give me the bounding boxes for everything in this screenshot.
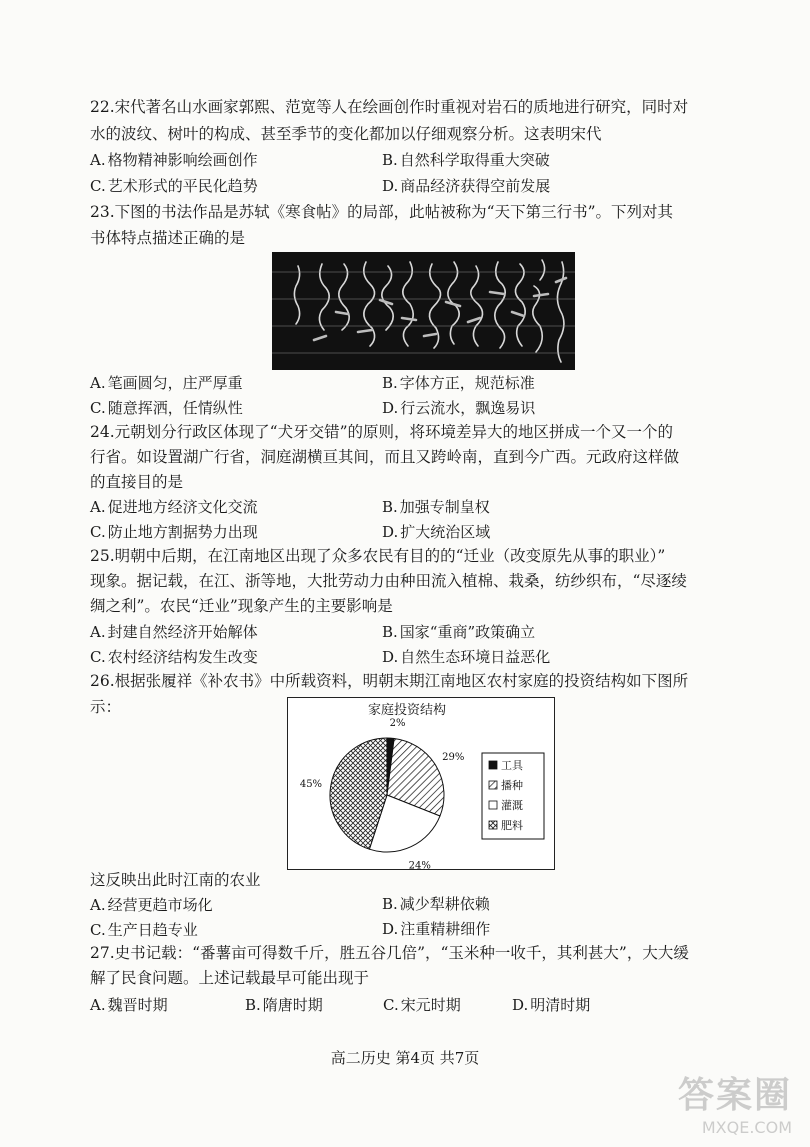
- q22-stem-line-1: 22.宋代著名山水画家郭熙、范宽等人在绘画创作时重视对岩石的质地进行研究，同时对: [90, 98, 689, 116]
- q26-stem-line-1: 26.根据张履祥《补农书》中所载资料，明朝末期江南地区农村家庭的投资结构如下图所: [90, 672, 689, 690]
- q23-stem-line-1: 23.下图的书法作品是苏轼《寒食帖》的局部，此帖被称为“天下第三行书”。下列对其: [90, 203, 674, 221]
- pie-label-1: 29%: [442, 751, 465, 763]
- q23-option-b[interactable]: B. 字体方正，规范标准: [382, 374, 535, 392]
- legend-label-2: 灌溉: [501, 799, 523, 812]
- q24-stem-line-1: 24.元朝划分行政区体现了“犬牙交错”的原则，将环境差异大的地区拼成一个又一个的: [90, 423, 674, 441]
- q25-stem-line-2: 现象。据记载，在江、浙等地，大批劳动力由种田流入植棉、栽桑，纺纱织布，“尽逐绫: [90, 572, 687, 590]
- q25-stem-line-1: 25.明朝中后期，在江南地区出现了众多农民有目的的“迁业（改变原先从事的职业）”: [90, 547, 666, 565]
- q22-option-b[interactable]: B. 自然科学取得重大突破: [382, 151, 550, 169]
- q23-option-c[interactable]: C. 随意挥洒，任情纵性: [90, 399, 243, 417]
- pie-chart: [288, 698, 554, 869]
- legend-label-0: 工具: [501, 759, 523, 772]
- q26-option-d[interactable]: D. 注重精耕细作: [382, 920, 491, 938]
- watermark-main: 答案圈: [677, 1075, 792, 1116]
- legend-swatch-3: [489, 821, 497, 829]
- q27-option-d[interactable]: D. 明清时期: [512, 996, 591, 1014]
- q23-stem-line-2: 书体特点描述正确的是: [90, 229, 246, 247]
- q26-after-text: 这反映出此时江南的农业: [90, 871, 261, 889]
- q27-option-c[interactable]: C. 宋元时期: [383, 996, 461, 1014]
- pie-label-0: 2%: [389, 718, 406, 730]
- legend-label-3: 肥料: [501, 819, 523, 832]
- q23-option-a[interactable]: A. 笔画圆匀，庄严厚重: [90, 374, 243, 392]
- q24-stem-line-3: 的直接目的是: [90, 473, 184, 491]
- q22-option-c[interactable]: C. 艺术形式的平民化趋势: [90, 177, 258, 195]
- q25-option-d[interactable]: D. 自然生态环境日益恶化: [382, 648, 551, 666]
- legend-swatch-0: [489, 761, 497, 769]
- q26-stem-line-2: 示：: [90, 698, 122, 716]
- q26-option-c[interactable]: C. 生产日趋专业: [90, 921, 198, 939]
- q27-option-a[interactable]: A. 魏晋时期: [90, 996, 168, 1014]
- q24-option-a[interactable]: A. 促进地方经济文化交流: [90, 498, 258, 516]
- watermark-sub: MXQE.COM: [701, 1118, 792, 1137]
- q22-option-a[interactable]: A. 格物精神影响绘画创作: [90, 151, 258, 169]
- q24-option-b[interactable]: B. 加强专制皇权: [382, 498, 490, 516]
- pie-chart-box: [287, 697, 555, 870]
- pie-label-2: 24%: [408, 860, 431, 869]
- q27-stem-line-2: 解了民食问题。上述记载最早可能出现于: [90, 969, 370, 987]
- q25-option-c[interactable]: C. 农村经济结构发生改变: [90, 648, 258, 666]
- legend-swatch-1: [489, 781, 497, 789]
- page-footer: 高二历史 第4页 共7页: [330, 1049, 480, 1067]
- pie-label-3: 45%: [299, 778, 323, 790]
- q26-option-b[interactable]: B. 减少犁耕依赖: [382, 895, 490, 913]
- q24-option-d[interactable]: D. 扩大统治区域: [382, 523, 491, 541]
- q22-stem-line-2: 水的波纹、树叶的构成、甚至季节的变化都加以仔细观察分析。这表明宋代: [90, 125, 602, 143]
- q25-option-b[interactable]: B. 国家“重商”政策确立: [382, 623, 536, 641]
- q27-stem-line-1: 27.史书记载：“番薯亩可得数千斤，胜五谷几倍”，“玉米种一收千，其利甚大”，大大缓: [90, 944, 689, 962]
- q25-option-a[interactable]: A. 封建自然经济开始解体: [90, 623, 258, 641]
- legend-swatch-2: [489, 801, 497, 809]
- q26-option-a[interactable]: A. 经营更趋市场化: [90, 896, 213, 914]
- q25-stem-line-3: 绸之利”。农民“迁业”现象产生的主要影响是: [90, 597, 393, 615]
- calligraphy-image: [272, 252, 575, 370]
- chart-title: 家庭投资结构: [367, 703, 447, 718]
- q24-option-c[interactable]: C. 防止地方割据势力出现: [90, 523, 258, 541]
- q22-option-d[interactable]: D. 商品经济获得空前发展: [382, 177, 551, 195]
- calligraphy-strokes: [272, 252, 575, 370]
- q27-option-b[interactable]: B. 隋唐时期: [245, 996, 323, 1014]
- q24-stem-line-2: 行省。如设置湖广行省，洞庭湖横亘其间，而且又跨岭南，直到今广西。元政府这样做: [90, 448, 680, 466]
- watermark-logo: [678, 1067, 792, 1137]
- q23-option-d[interactable]: D. 行云流水，飘逸易识: [382, 399, 536, 417]
- legend-label-1: 播种: [501, 779, 523, 792]
